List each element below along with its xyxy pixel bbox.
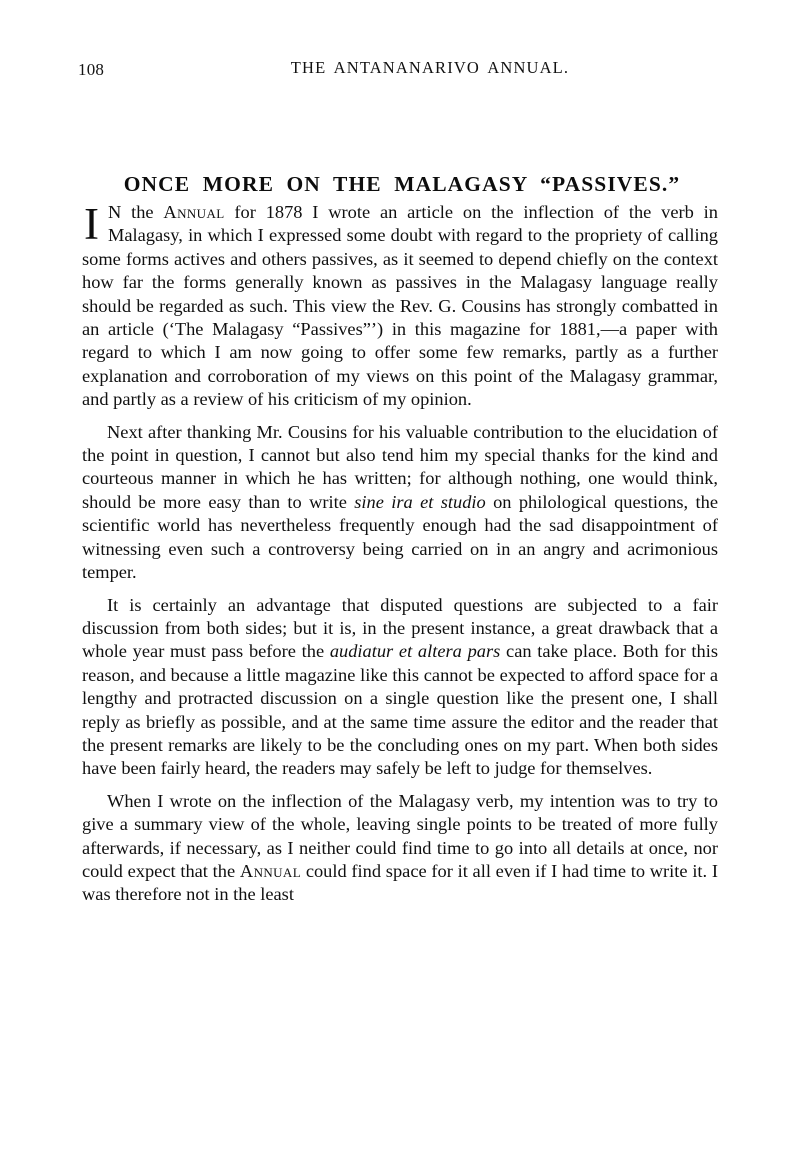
- paragraph-4: [82, 790, 718, 907]
- drop-cap-initial: I: [84, 199, 99, 249]
- paragraph-1-text: for 1878 I wrote an article on the inflection of the verb in Malagasy, in which I expressed some doubt with regard to the propriety of calling some forms actives and others passives, as it seemed to depend chiefly on the context how far the forms generally known as passives in the Malagasy language really should be regarded as such. This view the Rev. G. Cousins has strongly combatted in an article (‘The Malagasy “Passives”’) in this magazine for 1881,—a paper with regard to which I am now going to offer some few remarks, partly as a further explanation and corroboration of my views on this point of the Malagasy grammar, and partly as a review of his criticism of my opinion.: [82, 202, 718, 410]
- paragraph-4-text-b: could find space for it all even if I had time to write it. I was therefore not in the least: [82, 860, 719, 905]
- paragraph-2-text-b: on philological questions, the scientific world has nevertheless frequently enough had the sad disappointment of witnessing even such a controversy being carried on in an angry and acrimonious temper.: [82, 491, 718, 583]
- small-caps-annual: Annual: [163, 202, 225, 222]
- article-title: ONCE MORE ON THE MALAGASY “PASSIVES.”: [123, 172, 681, 197]
- paragraph-3: [82, 594, 718, 781]
- small-caps-annual-2: Annual: [239, 860, 302, 881]
- latin-phrase-sine-ira-et-studio: sine ira et studio: [354, 491, 486, 512]
- paragraph-3-text-a: It is certainly an advantage that disputed questions are subjected to a fair discussion from both sides; but it is, in the present instance, a great drawback that a whole year must pass before the: [82, 594, 718, 662]
- paragraph-3-text-b: can take place. Both for this reason, and because a little magazine like this cannot be expected to afford space for a lengthy and protracted discussion on a single question like the present one, I shall reply as briefly as possible, and at the same time assure the editor and the reader that the present remarks are likely to be the concluding ones on my part. When both sides have been fairly heard, the readers may safely be left to judge for themselves.: [82, 641, 718, 779]
- paragraph-4-text-a: When I wrote on the inflection of the Malagasy verb, my intention was to try to give a summary view of the whole, leaving single points to be treated of more fully afterwards, if necessary, as I neither could find time to go into all details at once, nor could expect that the: [82, 790, 718, 881]
- latin-phrase-audiatur-et-altera-pars: audiatur et altera pars: [329, 641, 501, 662]
- paragraph-2-text-a: Next after thanking Mr. Cousins for his valuable contribution to the elucidation of the point in question, I cannot but also tend him my special thanks for the kind and courteous manner in which he has written; for although nothing, one would think, should be more easy than to write: [82, 421, 718, 512]
- running-head-title: THE ANTANANARIVO ANNUAL.: [290, 58, 570, 77]
- running-head: [78, 58, 722, 84]
- paragraph-2: [82, 421, 718, 585]
- paragraph-1: [82, 201, 718, 412]
- body-text: [82, 201, 718, 907]
- paragraph-1-lead: N the: [108, 202, 164, 222]
- page-number: 108: [78, 60, 105, 79]
